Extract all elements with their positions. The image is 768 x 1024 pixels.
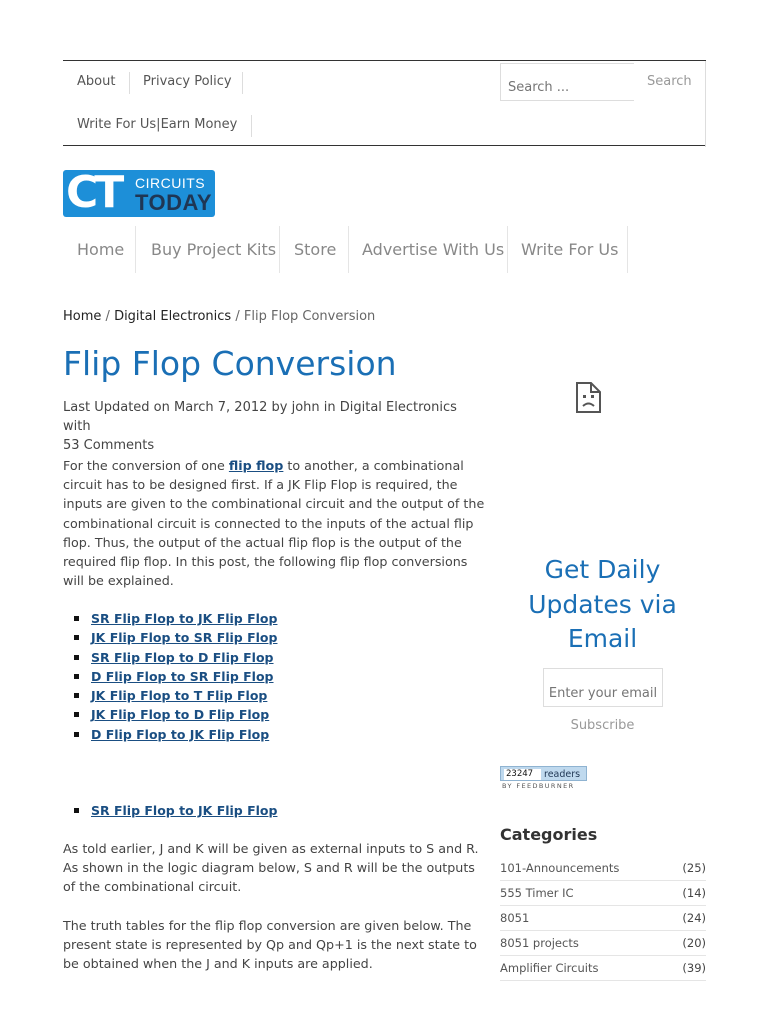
nav-home[interactable]: Home [77, 240, 125, 259]
intro-paragraph [63, 456, 489, 590]
list-item [74, 648, 277, 667]
email-signup-heading [500, 553, 705, 657]
breadcrumb-separator: / [105, 309, 110, 324]
list-item [74, 628, 277, 647]
section-list [74, 801, 277, 820]
body-paragraph: As told earlier, J and K will be given as external inputs to S and R. As shown in the logic diagram below, S and R will be the outputs of the combinational circuit. [63, 841, 479, 895]
sad-document-icon [576, 382, 601, 413]
list-item [500, 956, 706, 981]
category-count: (25) [682, 861, 706, 875]
list-item [74, 609, 277, 628]
top-bar [63, 60, 706, 146]
list-item [500, 931, 706, 956]
categories-list [500, 856, 706, 981]
site-logo[interactable] [63, 170, 215, 217]
divider [507, 226, 508, 273]
top-nav-about[interactable]: About [77, 74, 116, 89]
breadcrumb-separator: / [235, 309, 240, 324]
top-nav-privacy-policy[interactable]: Privacy Policy [143, 74, 232, 89]
category-link[interactable]: 555 Timer IC [500, 886, 574, 900]
category-count: (24) [682, 911, 706, 925]
breadcrumb-category[interactable]: Digital Electronics [114, 309, 232, 324]
category-link[interactable]: Amplifier Circuits [500, 961, 599, 975]
toc-link[interactable]: SR Flip Flop to D Flip Flop [91, 649, 274, 665]
heading-line: Get Daily [544, 555, 661, 584]
divider [251, 115, 252, 137]
list-item [74, 725, 277, 744]
list-item [74, 667, 277, 686]
category-link[interactable]: 8051 projects [500, 936, 579, 950]
heading-line: Updates via [528, 589, 677, 619]
conversion-list [74, 609, 277, 744]
toc-link[interactable]: JK Flip Flop to D Flip Flop [91, 707, 270, 723]
list-item [74, 801, 277, 820]
feed-count: 23247 [504, 769, 541, 780]
logo-line2: TODAY [135, 190, 213, 215]
divider [129, 72, 130, 94]
divider [242, 72, 243, 94]
feed-counter-bar [500, 766, 587, 781]
logo-line1: CIRCUITS [135, 175, 206, 191]
page-title: Flip Flop Conversion [63, 344, 397, 383]
divider [627, 226, 628, 273]
intro-text-end: to another, a combinational circuit has to be designed first. If a JK Flip Flop is required, the inputs are given to the combinational circuit and the output of the combinational circuit is connected to the inputs of the actual flip flop. Thus, the output of the actual flip flop is the output of the required flip flop. In this post, the following flip flop conversions will be explained. [63, 458, 485, 589]
breadcrumb-home[interactable]: Home [63, 309, 102, 324]
categories-heading: Categories [500, 825, 598, 844]
toc-link[interactable]: SR Flip Flop to JK Flip Flop [91, 611, 278, 626]
subscribe-button[interactable]: Subscribe [570, 718, 635, 733]
nav-store[interactable]: Store [294, 240, 337, 259]
flip-flop-link[interactable]: flip flop [228, 458, 284, 473]
category-link[interactable]: 101-Announcements [500, 861, 620, 875]
search-input[interactable] [500, 63, 634, 101]
category-link[interactable]: 8051 [500, 911, 530, 925]
feed-by-label: BY FEEDBURNER [502, 782, 575, 790]
breadcrumb [63, 309, 375, 324]
nav-buy-project-kits[interactable]: Buy Project Kits [151, 240, 277, 259]
feed-readers-label: readers [544, 769, 581, 780]
toc-link[interactable]: JK Flip Flop to SR Flip Flop [91, 630, 278, 646]
heading-line: Email [567, 624, 638, 653]
category-count: (14) [682, 886, 706, 900]
top-nav-write-for-us[interactable]: Write For Us|Earn Money [77, 117, 238, 132]
list-item [74, 686, 277, 705]
nav-advertise-with-us[interactable]: Advertise With Us [362, 240, 505, 259]
list-item [74, 705, 277, 724]
toc-link[interactable]: D Flip Flop to SR Flip Flop [91, 668, 274, 684]
logo-mark: CT [66, 170, 121, 217]
divider [279, 226, 280, 273]
post-meta [63, 398, 483, 455]
feedburner-badge[interactable] [500, 766, 587, 791]
toc-link[interactable]: JK Flip Flop to T Flip Flop [91, 688, 268, 704]
toc-link[interactable]: D Flip Flop to JK Flip Flop [91, 726, 270, 742]
divider [705, 61, 706, 147]
search-button[interactable]: Search [647, 74, 692, 89]
list-item [500, 906, 706, 931]
nav-write-for-us[interactable]: Write For Us [521, 240, 619, 259]
post-meta-line2: 53 Comments [63, 438, 155, 453]
body-paragraph: The truth tables for the flip flop conversion are given below. The present state is represented by Qp and Qp+1 is the next state to be obtained when the J and K inputs are applied. [63, 918, 477, 972]
section-link[interactable]: SR Flip Flop to JK Flip Flop [91, 803, 278, 818]
category-count: (39) [682, 961, 706, 975]
divider [348, 226, 349, 273]
list-item [500, 881, 706, 906]
post-meta-line1: Last Updated on March 7, 2012 by john in Digital Electronics with [63, 400, 457, 434]
breadcrumb-current: Flip Flop Conversion [243, 309, 376, 324]
divider [135, 226, 136, 273]
category-count: (20) [682, 936, 706, 950]
list-item [500, 856, 706, 881]
intro-text-start: For the conversion of one [63, 458, 229, 473]
email-field[interactable] [543, 668, 663, 707]
